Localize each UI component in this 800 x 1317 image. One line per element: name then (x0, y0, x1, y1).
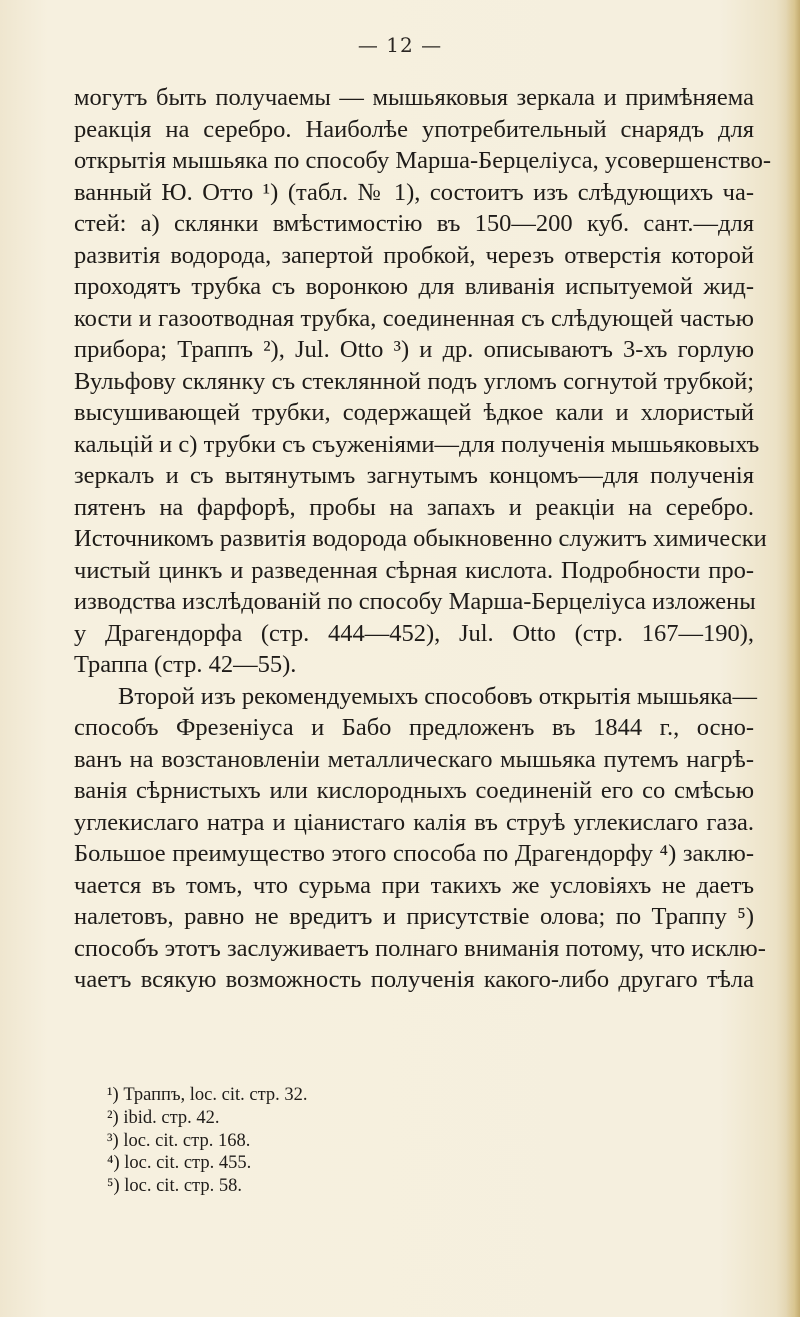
text-line: Большое преимущество этого способа по Драгендорфу ⁴) заклю- (74, 840, 754, 867)
text-line: проходятъ трубка съ воронкою для вливанія испытуемой жид- (74, 273, 754, 300)
text-line: реакція на серебро. Наиболѣе употребительный снарядъ для (74, 115, 754, 143)
text-line: пятенъ на фарфорѣ, пробы на запахъ и реакціи на серебро. (74, 493, 754, 521)
text-line: высушивающей трубки, содержащей ѣдкое кали и хлористый (74, 399, 754, 426)
footnotes (107, 1084, 627, 1198)
page-edge-shadow (786, 0, 800, 1317)
text-line: стей: a) склянки вмѣстимостію въ 150—200 куб. сант.—для (74, 210, 754, 237)
text-line: налетовъ, равно не вредитъ и присутствіе олова; по Траппу ⁵) (74, 903, 754, 930)
text-line: ванія сѣрнистыхъ или кислородныхъ соединеній его со смѣсью (74, 777, 754, 804)
page-number: — 12 — (357, 33, 443, 57)
footnote: ¹) Траппъ, loc. cit. стр. 32. (107, 1085, 308, 1105)
text-line: зеркалъ и съ вытянутымъ загнутымъ концомъ—для полученія (74, 462, 754, 489)
text-line: развитія водорода, запертой пробкой, черезъ отверстія которой (74, 241, 754, 269)
footnote: ⁴) loc. cit. стр. 455. (107, 1153, 252, 1174)
text-line: чаетъ всякую возможность полученія какого-либо другаго тѣла (74, 966, 754, 993)
text-line: могутъ быть получаемы — мышьяковыя зеркала и примѣняема (74, 84, 754, 111)
text-line: углекислаго натра и ціанистаго калія въ струѣ углекислаго газа. (74, 808, 754, 836)
text-line: ванъ на возстановленіи металлическаго мышьяка путемъ нагрѣ- (74, 745, 754, 773)
paragraph-start-line: Второй изъ рекомендуемыхъ способовъ открытія мышьяка— (118, 682, 758, 710)
text-line: чистый цинкъ и разведенная сѣрная кислота. Подробности про- (74, 556, 754, 584)
text-line: кости и газоотводная трубка, соединенная съ слѣдующей частью (74, 304, 754, 332)
text-line: чается въ томъ, что сурьма при такихъ же условіяхъ не даетъ (74, 871, 754, 899)
text-line: ванный Ю. Отто ¹) (табл. № 1), состоитъ изъ слѣдующихъ ча- (74, 178, 754, 206)
footnote: ⁵) loc. cit. стр. 58. (107, 1176, 242, 1197)
body-text (74, 82, 772, 996)
text-line: у Драгендорфа (стр. 444—452), Jul. Otto (стр. 167—190), (74, 619, 754, 647)
text-line: Траппа (стр. 42—55). (74, 651, 297, 678)
text-line: кальцій и c) трубки съ съуженіями—для полученія мышьяковыхъ (74, 430, 760, 458)
footnote: ²) ibid. стр. 42. (107, 1107, 220, 1128)
text-line: открытія мышьяка по способу Марша-Берцеліуса, усовершенство- (74, 147, 772, 174)
text-line: Вульфову склянку съ стеклянной подъ угломъ согнутой трубкой; (74, 367, 754, 395)
text-line: Источникомъ развитія водорода обыкновенно служитъ химически (74, 525, 767, 552)
text-line: способъ этотъ заслуживаетъ полнаго вниманія потому, что исклю- (74, 934, 766, 962)
text-line: способъ Фрезеніуса и Бабо предложенъ въ 1844 г., осно- (74, 714, 754, 741)
text-line: прибора; Траппъ ²), Jul. Otto ³) и др. описываютъ 3-хъ горлую (74, 336, 754, 363)
text-line: изводства изслѣдованій по способу Марша-Берцеліуса изложены (74, 588, 756, 615)
footnote: ³) loc. cit. стр. 168. (107, 1130, 251, 1151)
